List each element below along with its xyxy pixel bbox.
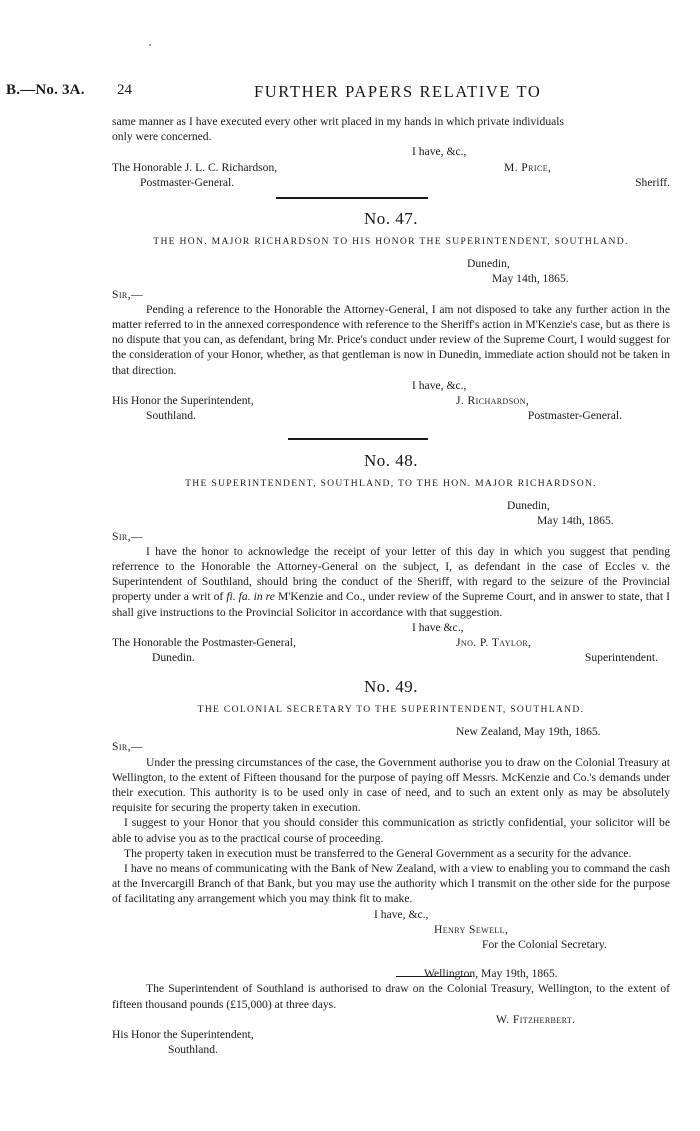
addressee-role: Postmaster-General.: [140, 175, 235, 189]
letter-number: No. 49.: [363, 677, 419, 696]
date: May 14th, 1865.: [537, 514, 614, 528]
document-reference: B.—No. 3A.: [6, 82, 85, 98]
signer-role: Sheriff.: [635, 175, 670, 189]
letter-49: [112, 677, 670, 1057]
body-line: same manner as I have executed every other writ placed in my hands in which private individuals: [112, 115, 565, 128]
letter-body: Pending a reference to the Honorable the Attorney-General, I am not disposed to take any further action in the matter referred to in the annexed correspondence with reference to the Sheriff's action in M'Kenzie's case, but as there is no dispute that you can, as defendant, bring Mr. Price's conduct under review of the Supreme Court, I would suggest for the consideration of your Honor, whether, as that gentleman is now in Dunedin, immediate action should not be taken in that direction.: [112, 302, 670, 377]
letter-number: No. 48.: [363, 451, 419, 470]
addressee-place: Dunedin.: [152, 651, 195, 665]
letter-number: No. 47.: [363, 209, 419, 228]
signer: Henry Sewell,: [434, 922, 509, 936]
date: May 14th, 1865.: [492, 272, 569, 286]
addressee: His Honor the Superintendent,: [112, 393, 254, 407]
signer: J. Richardson,: [456, 393, 530, 407]
page-mark: [149, 44, 151, 46]
enclosure-divider: [396, 976, 472, 977]
addressee-place: Southland.: [146, 409, 196, 423]
letter-48: [112, 451, 670, 665]
salutation: Sir,—: [112, 740, 143, 754]
addressee-place: Southland.: [168, 1043, 218, 1057]
closing: I have, &c.,: [412, 145, 467, 159]
letter-heading: THE HON. MAJOR RICHARDSON TO HIS HONOR THE SUPERINTENDENT, SOUTHLAND.: [153, 236, 629, 247]
letter-body-text: I have the honor to acknowledge the receipt of your letter of this day in which you suggest that pending referrence to the Honorable the Attorney-General on the subject, I, as defendant in the case of Eccles v. the Superintendent of Southland, should bring the conduct of the Sheriff, with regard to the seizure of the Provincial property under a writ of: [112, 544, 670, 604]
letter-paragraph: I suggest to your Honor that you should consider this communication as strictly confidential, your solicitor will be able to advise you as to the practical course of proceeding.: [112, 816, 670, 845]
closing: I have &c.,: [412, 620, 464, 634]
signer: M. Price,: [504, 160, 552, 174]
letter-47: [112, 209, 670, 423]
letter-heading: THE SUPERINTENDENT, SOUTHLAND, TO THE HON. MAJOR RICHARDSON.: [185, 478, 597, 489]
running-title: FURTHER PAPERS RELATIVE TO: [254, 82, 542, 101]
enclosure-signer: W. Fitzherbert.: [496, 1012, 576, 1026]
body-line: only were concerned.: [112, 130, 212, 144]
enclosure-place-date: Wellington, May 19th, 1865.: [424, 967, 558, 981]
section-divider: [288, 438, 428, 440]
signer-role: Superintendent.: [584, 651, 658, 665]
letter-body-text: M'Kenzie and Co., under review of the Supreme Court, and in answer to state, that I shall give instructions to the Provincial Solicitor in accordance with that suggestion.: [112, 590, 670, 619]
letter-paragraph: I have no means of communicating with the Bank of New Zealand, with a view to enabling you to command the cash at the Invercargill Branch of that Bank, but you may use the authority which I transmit on the other side for the purpose of facilitating any arrangement which you may think fit to make.: [112, 861, 670, 906]
place: Dunedin,: [507, 499, 550, 513]
place-date: New Zealand, May 19th, 1865.: [456, 725, 601, 739]
addressee: The Honorable the Postmaster-General,: [112, 635, 296, 649]
closing: I have, &c.,: [374, 907, 429, 921]
section-divider: [276, 197, 428, 199]
addressee: The Honorable J. L. C. Richardson,: [112, 160, 278, 174]
salutation: Sir,—: [112, 529, 143, 543]
addressee: His Honor the Superintendent,: [112, 1027, 254, 1041]
closing: I have, &c.,: [412, 378, 467, 392]
place: Dunedin,: [467, 257, 510, 271]
page-header: [0, 82, 700, 104]
signer-role: Postmaster-General.: [527, 409, 622, 423]
enclosure-body: The Superintendent of Southland is authorised to draw on the Colonial Treasury, Wellington, to the extent of fifteen thousand pounds (£15,000) at three days.: [112, 982, 670, 1011]
letter-body: [112, 544, 670, 620]
signer-role: For the Colonial Secretary.: [482, 937, 607, 951]
letter-paragraph: The property taken in execution must be transferred to the General Government as a security for the advance.: [124, 846, 632, 860]
previous-letter-ending: [112, 114, 670, 190]
letter-heading: THE COLONIAL SECRETARY TO THE SUPERINTENDENT, SOUTHLAND.: [197, 704, 585, 715]
page-number: 24: [117, 82, 132, 98]
letter-paragraph: Under the pressing circumstances of the case, the Government authorise you to draw on the Colonial Treasury at Wellington, to the extent of Fifteen thousand for the purpose of paying off Messrs. McKenzie and Co.'s demands under their execution. This authority is to be used only in case of need, and to such an extent only as may be absolutely requisite for securing the property taken in execution.: [112, 755, 670, 815]
latin-term: fi. fa. in re: [226, 590, 275, 604]
salutation: Sir,—: [112, 287, 143, 301]
signer: Jno. P. Taylor,: [456, 635, 532, 649]
